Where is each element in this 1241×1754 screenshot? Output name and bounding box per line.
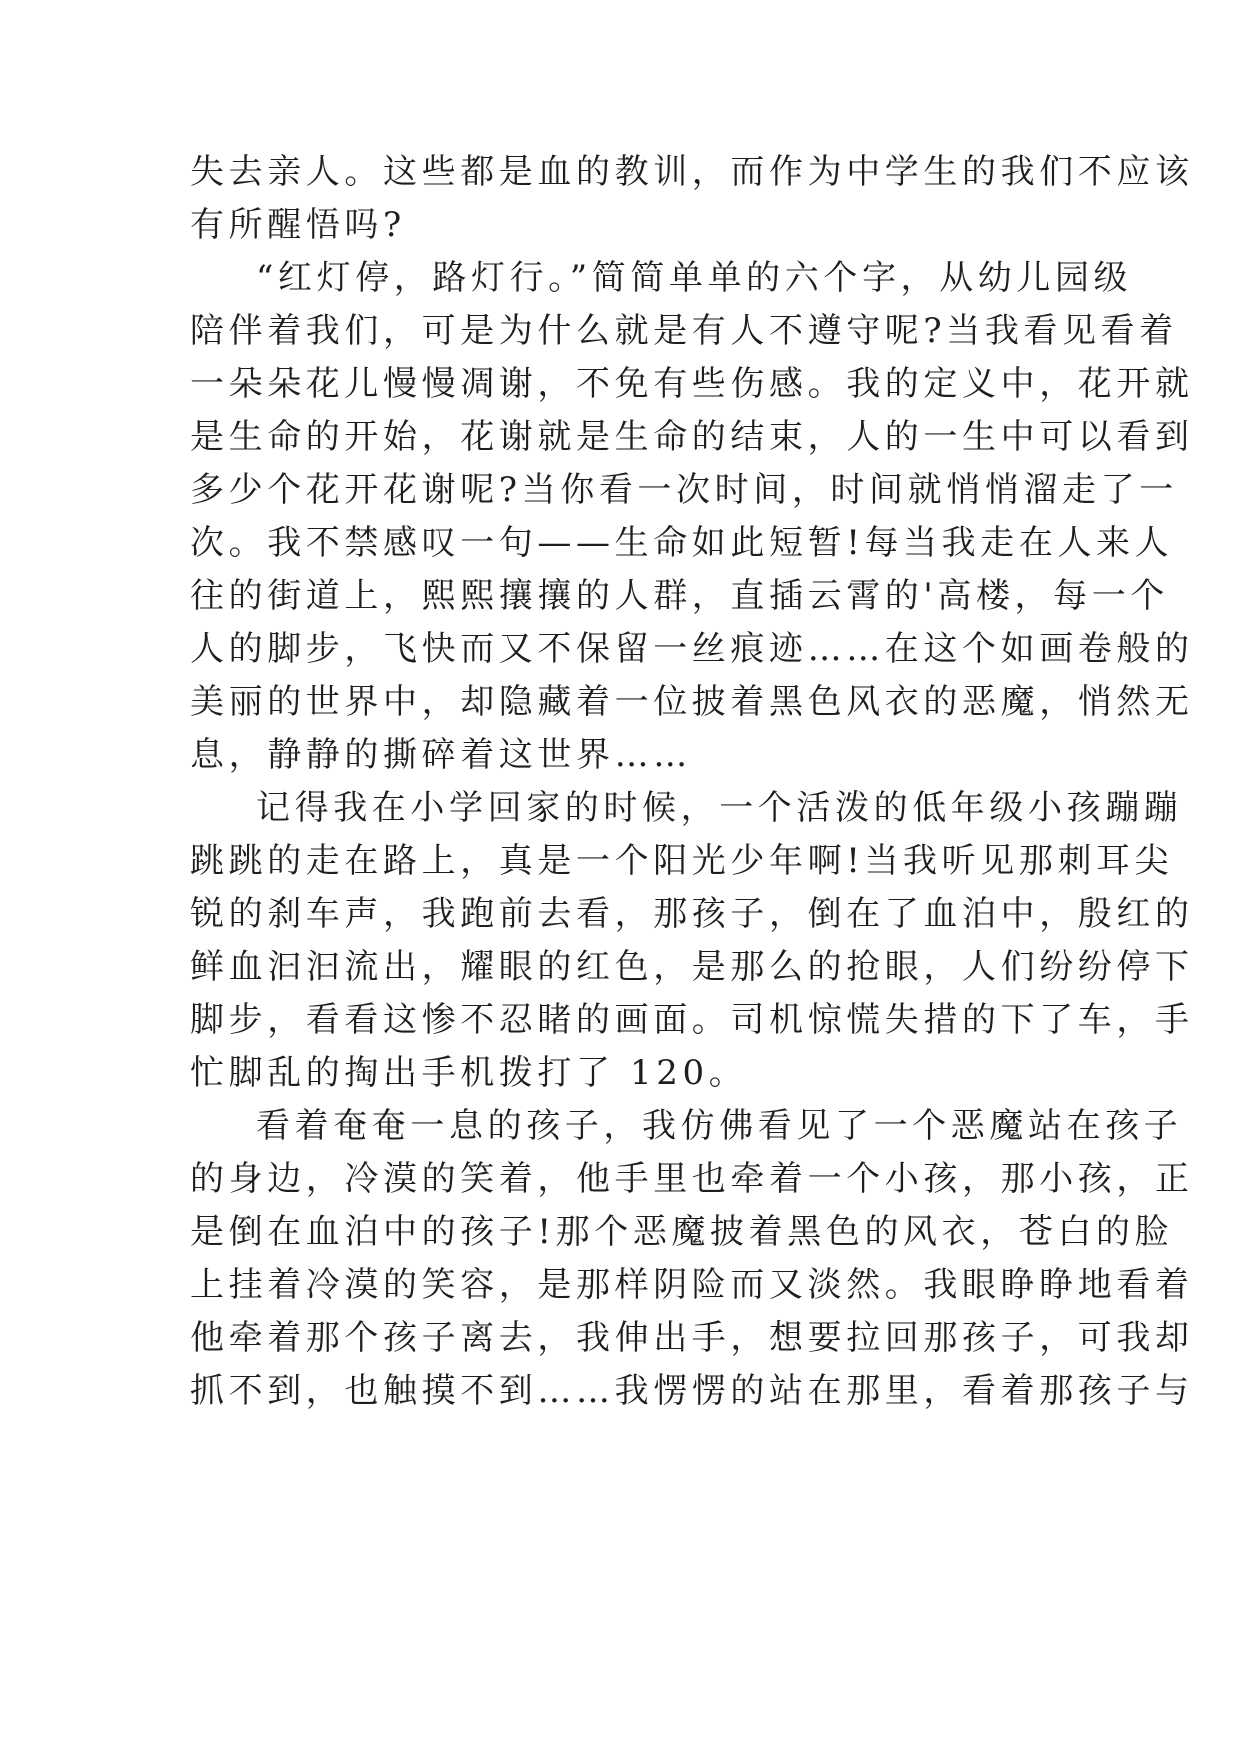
text-line: 次。我不禁感叹一句——生命如此短暂!每当我走在人来人 <box>190 523 1174 563</box>
text-line: 忙脚乱的掏出手机拨打了 120。 <box>190 1053 748 1093</box>
text-line: 是倒在血泊中的孩子!那个恶魔披着黑色的风衣，苍白的脸 <box>190 1212 1174 1252</box>
document-page <box>190 0 1194 1754</box>
paragraph-start-line: 记得我在小学回家的时候，一个活泼的低年级小孩蹦蹦 <box>256 788 1183 828</box>
text-line: 人的脚步，飞快而又不保留一丝痕迹……在这个如画卷般的 <box>190 629 1194 669</box>
paragraph-start-line: 看着奄奄一息的孩子，我仿佛看见了一个恶魔站在孩子 <box>256 1106 1183 1146</box>
text-line: 多少个花开花谢呢?当你看一次时间，时间就悄悄溜走了一 <box>190 470 1178 510</box>
text-line: 陪伴着我们，可是为什么就是有人不遵守呢?当我看见看着 <box>190 311 1178 351</box>
text-line: 上挂着冷漠的笑容，是那样阴险而又淡然。我眼睁睁地看着 <box>190 1265 1194 1305</box>
text-line: 鲜血汩汩流出，耀眼的红色，是那么的抢眼，人们纷纷停下 <box>190 947 1194 987</box>
text-line: 的身边，冷漠的笑着，他手里也牵着一个小孩，那小孩，正 <box>190 1159 1194 1199</box>
paragraph-start-line: “红灯停，路灯行。”简简单单的六个字，从幼儿园级 <box>256 258 1133 298</box>
text-line: 美丽的世界中，却隐藏着一位披着黑色风衣的恶魔，悄然无 <box>190 682 1194 722</box>
text-line: 跳跳的走在路上，真是一个阳光少年啊!当我听见那刺耳尖 <box>190 841 1174 881</box>
text-line: 是生命的开始，花谢就是生命的结束，人的一生中可以看到 <box>190 417 1194 457</box>
text-line: 脚步，看看这惨不忍睹的画面。司机惊慌失措的下了车，手 <box>190 1000 1194 1040</box>
text-line: 一朵朵花儿慢慢凋谢，不免有些伤感。我的定义中，花开就 <box>190 364 1194 404</box>
text-line: 抓不到，也触摸不到……我愣愣的站在那里，看着那孩子与 <box>190 1371 1194 1411</box>
text-line: 有所醒悟吗? <box>190 205 406 245</box>
text-line: 锐的刹车声，我跑前去看，那孩子，倒在了血泊中，殷红的 <box>190 894 1194 934</box>
text-line: 他牵着那个孩子离去，我伸出手，想要拉回那孩子，可我却 <box>190 1318 1194 1358</box>
text-line: 失去亲人。这些都是血的教训，而作为中学生的我们不应该 <box>190 152 1194 192</box>
text-line: 往的街道上，熙熙攘攘的人群，直插云霄的'高楼，每一个 <box>190 576 1169 616</box>
text-line: 息，静静的撕碎着这世界…… <box>190 735 692 775</box>
